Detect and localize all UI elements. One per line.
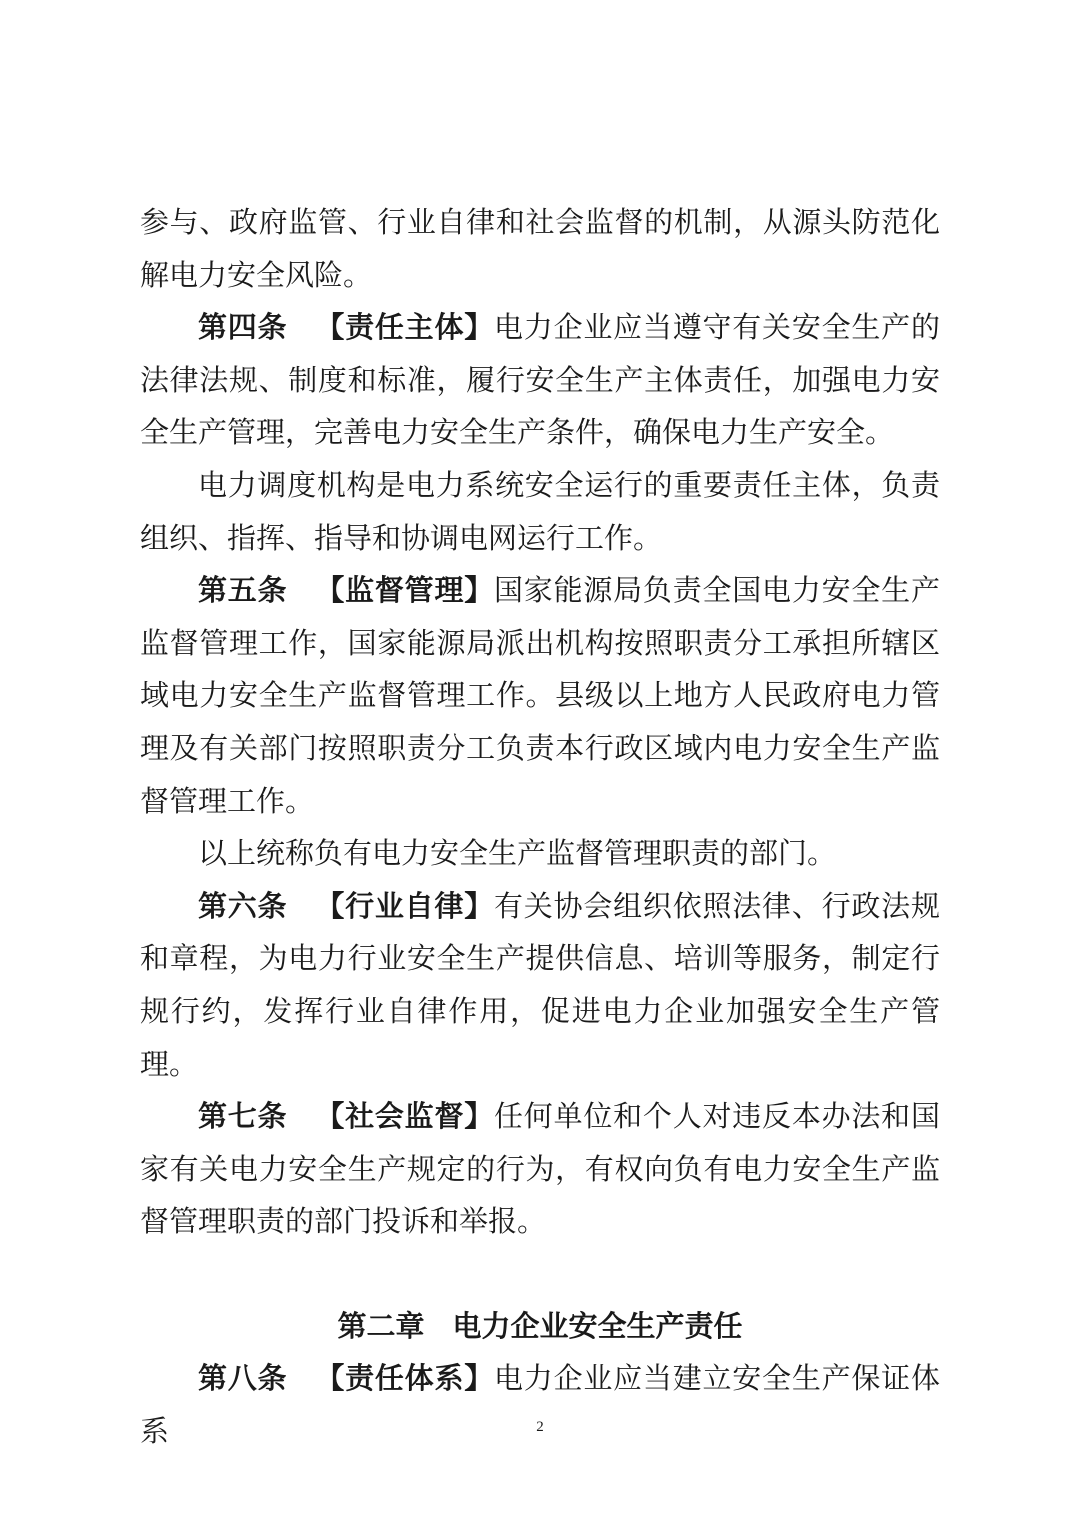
article-number: 第四条 bbox=[198, 310, 288, 345]
paragraph-text: 电力调度机构是电力系统安全运行的重要责任主体，负责组织、指挥、指导和协调电网运行工作。 bbox=[140, 467, 940, 555]
chapter-title: 电力企业安全生产责任 bbox=[452, 1308, 743, 1343]
article-topic: 【行业自律】 bbox=[315, 888, 495, 923]
article-4-paragraph bbox=[140, 301, 940, 459]
article-topic: 【责任主体】 bbox=[315, 310, 495, 345]
paragraph-text: 电力企业应当遵守有关安全生产的法律法规、制度和标准，履行安全生产主体责任，加强电力安全生产管理，完善电力安全生产条件，确保电力生产安全。 bbox=[140, 310, 940, 450]
paragraph-text: 参与、政府监管、行业自律和社会监督的机制，从源头防范化解电力安全风险。 bbox=[140, 205, 940, 292]
page-number: 2 bbox=[536, 1419, 544, 1435]
article-number: 第五条 bbox=[198, 573, 288, 608]
paragraph-text: 有关协会组织依照法律、行政法规和章程，为电力行业安全生产提供信息、培训等服务，制定行规行约，发挥行业自律作用，促进电力企业加强安全生产管理。 bbox=[140, 888, 940, 1081]
article-topic: 【社会监督】 bbox=[315, 1099, 495, 1134]
article-topic: 【监督管理】 bbox=[315, 573, 495, 608]
paragraph-continuation bbox=[140, 196, 940, 301]
paragraph-text: 电力企业应当建立安全生产保证体系 bbox=[140, 1361, 940, 1449]
summary-paragraph bbox=[140, 827, 940, 880]
article-number: 第六条 bbox=[198, 888, 288, 923]
chapter-heading bbox=[140, 1300, 940, 1353]
article-7-paragraph bbox=[140, 1090, 940, 1248]
article-topic: 【责任体系】 bbox=[315, 1361, 495, 1396]
document-body bbox=[140, 196, 940, 1458]
paragraph-text: 任何单位和个人对违反本办法和国家有关电力安全生产规定的行为，有权向负有电力安全生产监督管理职责的部门投诉和举报。 bbox=[140, 1099, 940, 1239]
article-6-paragraph bbox=[140, 880, 940, 1090]
paragraph-text: 以上统称负有电力安全生产监督管理职责的部门。 bbox=[198, 836, 837, 871]
article-number: 第八条 bbox=[198, 1361, 288, 1396]
article-8-paragraph bbox=[140, 1352, 940, 1457]
paragraph-text: 国家能源局负责全国电力安全生产监督管理工作，国家能源局派出机构按照职责分工承担所辖区域电力安全生产监督管理工作。县级以上地方人民政府电力管理及有关部门按照职责分工负责本行政区域内电力安全生产监督管理工作。 bbox=[140, 573, 940, 818]
dispatch-paragraph bbox=[140, 459, 940, 564]
chapter-number: 第二章 bbox=[337, 1308, 425, 1343]
article-5-paragraph bbox=[140, 564, 940, 827]
article-number: 第七条 bbox=[198, 1099, 288, 1134]
